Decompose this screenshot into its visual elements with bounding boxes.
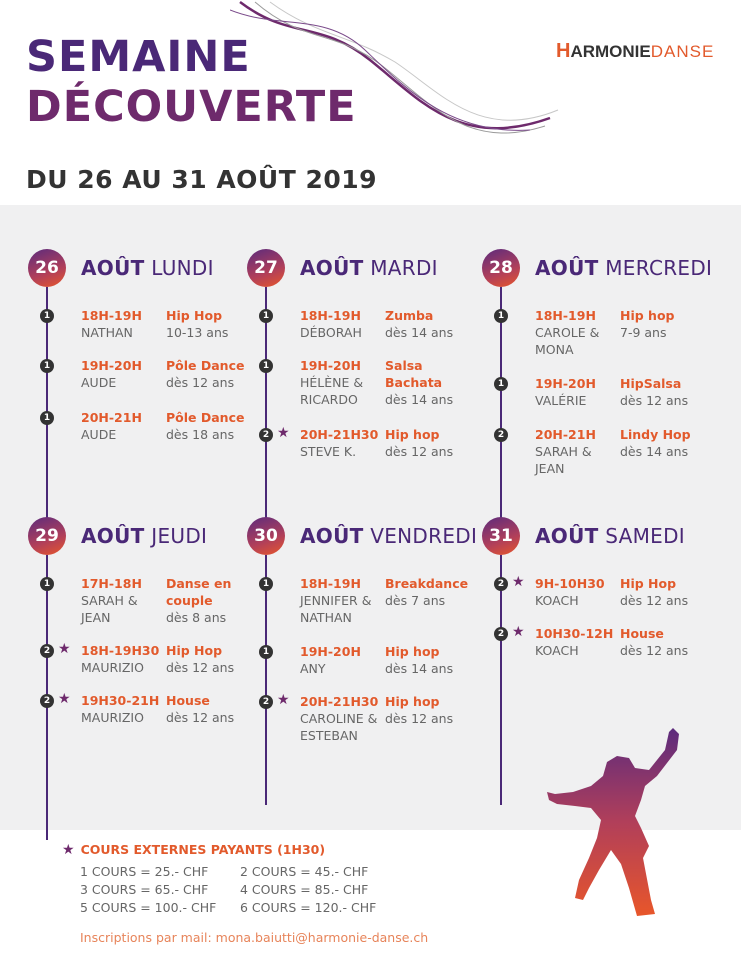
level-badge: 1 [259, 309, 273, 323]
class-style: HipSalsa [620, 376, 682, 391]
class-teacher: STEVE K. [300, 444, 357, 459]
day-header [28, 249, 258, 287]
level-badge: 1 [494, 377, 508, 391]
class-time: 9H-10H30 [535, 576, 605, 591]
day-number-badge: 27 [247, 249, 285, 287]
timeline-line [265, 555, 267, 805]
price-item: 5 COURS = 100.- CHF [80, 900, 217, 915]
day-header [482, 517, 712, 555]
day-column-30 [247, 517, 478, 743]
class-style: Zumba [385, 308, 434, 323]
level-badge: 1 [40, 359, 54, 373]
class-style: Danse en couple [166, 576, 232, 608]
class-age: dès 7 ans [385, 593, 446, 608]
day-column-27 [247, 249, 477, 459]
day-column-26 [28, 249, 258, 442]
class-style: Hip hop [620, 308, 675, 323]
class-time: 20H-21H [535, 427, 596, 442]
external-courses-label [62, 842, 325, 858]
dancer-silhouette [545, 728, 690, 923]
day-title [300, 256, 438, 280]
day-number-badge: 28 [482, 249, 520, 287]
price-item: 1 COURS = 25.- CHF [80, 864, 209, 879]
class-style: Breakdance [385, 576, 469, 591]
day-title [81, 256, 214, 280]
level-badge: 2 [494, 428, 508, 442]
level-badge: 2 [259, 695, 273, 709]
class-age: dès 12 ans [620, 593, 689, 608]
day-weekday: MARDI [370, 256, 438, 280]
day-weekday: MERCREDI [605, 256, 713, 280]
price-item: 6 COURS = 120.- CHF [240, 900, 377, 915]
class-style: Pôle Dance [166, 410, 245, 425]
title-line-1: SEMAINE [26, 32, 251, 82]
level-badge: 2 [494, 627, 508, 641]
class-teacher: AUDE [81, 427, 117, 442]
class-teacher: SARAH & JEAN [81, 593, 138, 625]
day-title [81, 524, 207, 548]
class-age: dès 8 ans [166, 610, 227, 625]
inscriptions-email: Inscriptions par mail: mona.baiutti@harmonie-danse.ch [80, 930, 429, 945]
class-style: Hip Hop [620, 576, 677, 591]
logo-h: H [556, 40, 571, 62]
class-teacher: CAROLE & MONA [535, 325, 600, 357]
class-time: 20H-21H [81, 410, 142, 425]
timeline-line [500, 287, 502, 537]
class-age: dès 12 ans [166, 660, 235, 675]
class-time: 18H-19H30 [81, 643, 160, 658]
class-style: Pôle Dance [166, 358, 245, 373]
logo-danse: DANSE [650, 42, 715, 61]
day-number-badge: 30 [247, 517, 285, 555]
level-badge: 2 [40, 644, 54, 658]
day-title [300, 524, 477, 548]
class-teacher: KOACH [535, 593, 579, 608]
level-badge: 2 [259, 428, 273, 442]
class-time: 18H-19H [300, 576, 361, 591]
class-teacher: CAROLINE & ESTEBAN [300, 711, 378, 743]
price-item: 2 COURS = 45.- CHF [240, 864, 369, 879]
class-age: dès 12 ans [166, 710, 235, 725]
class-teacher: SARAH & JEAN [535, 444, 592, 476]
day-column-31 [482, 517, 712, 658]
level-badge: 1 [259, 577, 273, 591]
class-time: 19H30-21H [81, 693, 160, 708]
class-style: Hip hop [385, 427, 440, 442]
timeline-line [500, 555, 502, 805]
day-weekday: JEUDI [151, 524, 208, 548]
day-month: AOÛT [81, 256, 145, 280]
class-time: 10H30-12H [535, 626, 614, 641]
class-teacher: JENNIFER & NATHAN [300, 593, 372, 625]
star-icon: ★ [58, 691, 71, 707]
class-time: 18H-19H [300, 308, 361, 323]
price-item: 4 COURS = 85.- CHF [240, 882, 369, 897]
class-style: Hip hop [385, 644, 440, 659]
day-column-28 [482, 249, 713, 476]
class-style: Hip Hop [166, 643, 223, 658]
level-badge: 1 [259, 645, 273, 659]
day-header [247, 249, 477, 287]
day-title [535, 256, 712, 280]
class-teacher: HÉLÈNE & RICARDO [300, 375, 364, 407]
day-weekday: VENDREDI [370, 524, 478, 548]
class-age: dès 14 ans [385, 392, 454, 407]
day-weekday: LUNDI [151, 256, 214, 280]
logo-harmonie: ARMONIE [570, 42, 651, 61]
class-teacher: MAURIZIO [81, 710, 144, 725]
day-month: AOÛT [300, 524, 364, 548]
class-time: 18H-19H [535, 308, 596, 323]
class-time: 19H-20H [81, 358, 142, 373]
star-icon: ★ [277, 692, 290, 708]
day-month: AOÛT [535, 524, 599, 548]
class-teacher: NATHAN [81, 325, 133, 340]
class-style: Hip hop [385, 694, 440, 709]
class-time: 20H-21H30 [300, 694, 379, 709]
class-style: House [620, 626, 664, 641]
class-age: dès 14 ans [385, 661, 454, 676]
level-badge: 1 [259, 359, 273, 373]
class-age: dès 14 ans [620, 444, 689, 459]
level-badge: 1 [40, 309, 54, 323]
external-courses-text: COURS EXTERNES PAYANTS (1H30) [80, 842, 326, 857]
star-icon: ★ [277, 425, 290, 441]
harmonie-danse-logo [556, 40, 714, 63]
class-time: 19H-20H [300, 358, 361, 373]
class-teacher: DÉBORAH [300, 325, 362, 340]
class-age: dès 18 ans [166, 427, 235, 442]
class-age: dès 12 ans [620, 393, 689, 408]
star-icon: ★ [512, 574, 525, 590]
class-time: 18H-19H [81, 308, 142, 323]
class-age: 7-9 ans [620, 325, 667, 340]
class-teacher: MAURIZIO [81, 660, 144, 675]
class-time: 19H-20H [300, 644, 361, 659]
class-teacher: VALÉRIE [535, 393, 587, 408]
class-age: dès 12 ans [620, 643, 689, 658]
class-time: 19H-20H [535, 376, 596, 391]
level-badge: 1 [494, 309, 508, 323]
day-title [535, 524, 685, 548]
class-age: dès 12 ans [385, 444, 454, 459]
day-number-badge: 29 [28, 517, 66, 555]
star-icon: ★ [58, 641, 71, 657]
title-line-2: DÉCOUVERTE [26, 82, 357, 132]
class-style: House [166, 693, 210, 708]
class-style: Hip Hop [166, 308, 223, 323]
star-icon: ★ [62, 842, 75, 858]
price-item: 3 COURS = 65.- CHF [80, 882, 209, 897]
day-column-29 [28, 517, 258, 725]
class-teacher: AUDE [81, 375, 117, 390]
day-month: AOÛT [535, 256, 599, 280]
class-teacher: ANY [300, 661, 326, 676]
day-number-badge: 26 [28, 249, 66, 287]
day-month: AOÛT [81, 524, 145, 548]
class-age: dès 12 ans [385, 711, 454, 726]
class-style: Lindy Hop [620, 427, 691, 442]
level-badge: 1 [40, 411, 54, 425]
day-header [28, 517, 258, 555]
day-month: AOÛT [300, 256, 364, 280]
event-dates: DU 26 AU 31 AOÛT 2019 [26, 165, 378, 194]
timeline-line [265, 287, 267, 537]
level-badge: 2 [40, 694, 54, 708]
class-time: 17H-18H [81, 576, 142, 591]
class-age: dès 14 ans [385, 325, 454, 340]
day-number-badge: 31 [482, 517, 520, 555]
pricing-footer [62, 842, 429, 945]
day-header [482, 249, 712, 287]
star-icon: ★ [512, 624, 525, 640]
class-age: 10-13 ans [166, 325, 229, 340]
day-header [247, 517, 477, 555]
class-age: dès 12 ans [166, 375, 235, 390]
level-badge: 1 [40, 577, 54, 591]
class-time: 20H-21H30 [300, 427, 379, 442]
class-teacher: KOACH [535, 643, 579, 658]
page-title [26, 32, 357, 132]
level-badge: 2 [494, 577, 508, 591]
class-style: Salsa Bachata [385, 358, 443, 390]
day-weekday: SAMEDI [605, 524, 685, 548]
